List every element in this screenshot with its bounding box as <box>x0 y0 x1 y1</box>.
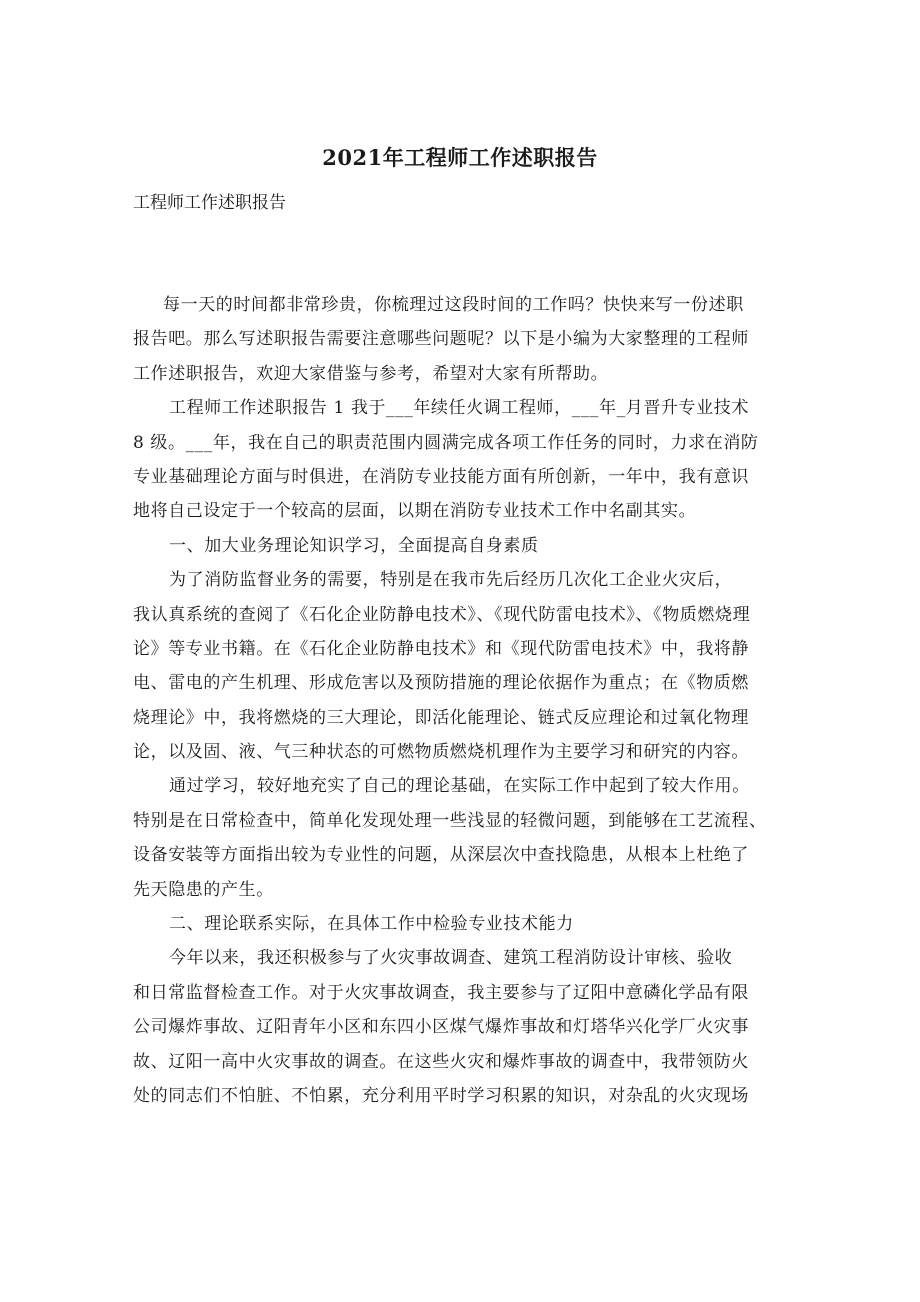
body-line: 公司爆炸事故、辽阳青年小区和东四小区煤气爆炸事故和灯塔华兴化学厂火灾事 <box>133 1017 749 1038</box>
body-line: 论》等专业书籍。在《石化企业防静电技术》和《现代防雷电技术》中，我将静 <box>133 638 749 659</box>
body-line: 地将自己设定于一个较高的层面，以期在消防专业技术工作中名副其实。 <box>133 501 697 522</box>
body-line: 我认真系统的查阅了《石化企业防静电技术》、《现代防雷电技术》、《物质燃烧理 <box>133 604 751 625</box>
body-line: 烧理论》中，我将燃烧的三大理论，即活化能理论、链式反应理论和过氧化物理 <box>133 707 749 728</box>
document-subtitle: 工程师工作述职报告 <box>133 193 286 213</box>
body-line: 论，以及固、液、气三种状态的可燃物质燃烧机理作为主要学习和研究的内容。 <box>133 742 749 763</box>
body-line: 设备安装等方面指出较为专业性的问题，从深层次中查找隐患，从根本上杜绝了 <box>133 845 749 866</box>
body-line: 专业基础理论方面与时俱进，在消防专业技能方面有所创新，一年中，我有意识 <box>133 466 749 487</box>
body-line: 故、辽阳一高中火灾事故的调查。在这些火灾和爆炸事故的调查中，我带领防火 <box>133 1051 749 1072</box>
body-line: 特别是在日常检查中，简单化发现处理一些浅显的轻微问题，到能够在工艺流程、 <box>133 810 767 831</box>
body-line: 先天隐患的产生。 <box>133 879 274 900</box>
body-line: 每一天的时间都非常珍贵，你梳理过这段时间的工作吗？快快来写一份述职 <box>163 295 744 315</box>
body-line: 今年以来，我还积极参与了火灾事故调查、建筑工程消防设计审核、验收 <box>169 948 733 969</box>
body-line: 报告吧。那么写述职报告需要注意哪些问题呢？以下是小编为大家整理的工程师 <box>133 329 749 350</box>
document-title: 2021年工程师工作述职报告 <box>322 145 598 170</box>
body-line: 工程师工作述职报告 1 我于___年续任火调工程师，___年_月晋升专业技术 <box>169 398 749 419</box>
body-line: 为了消防监督业务的需要，特别是在我市先后经历几次化工企业火灾后， <box>169 570 733 591</box>
section-heading: 二、理论联系实际，在具体工作中检验专业技术能力 <box>169 914 574 935</box>
body-line: 通过学习，较好地充实了自己的理论基础，在实际工作中起到了较大作用。 <box>169 776 750 797</box>
body-line: 和日常监督检查工作。对于火灾事故调查，我主要参与了辽阳中意磷化学品有限 <box>133 982 749 1003</box>
body-line: 电、雷电的产生机理、形成危害以及预防措施的理论依据作为重点；在《物质燃 <box>133 673 749 694</box>
section-heading: 一、加大业务理论知识学习，全面提高自身素质 <box>169 535 539 556</box>
body-line: 处的同志们不怕脏、不怕累，充分利用平时学习积累的知识，对杂乱的火灾现场 <box>133 1085 749 1106</box>
body-line: 8 级。___年，我在自己的职责范围内圆满完成各项工作任务的同时，力求在消防 <box>133 432 759 453</box>
document-body <box>133 288 793 1113</box>
body-line: 工作述职报告，欢迎大家借鉴与参考，希望对大家有所帮助。 <box>133 363 609 384</box>
